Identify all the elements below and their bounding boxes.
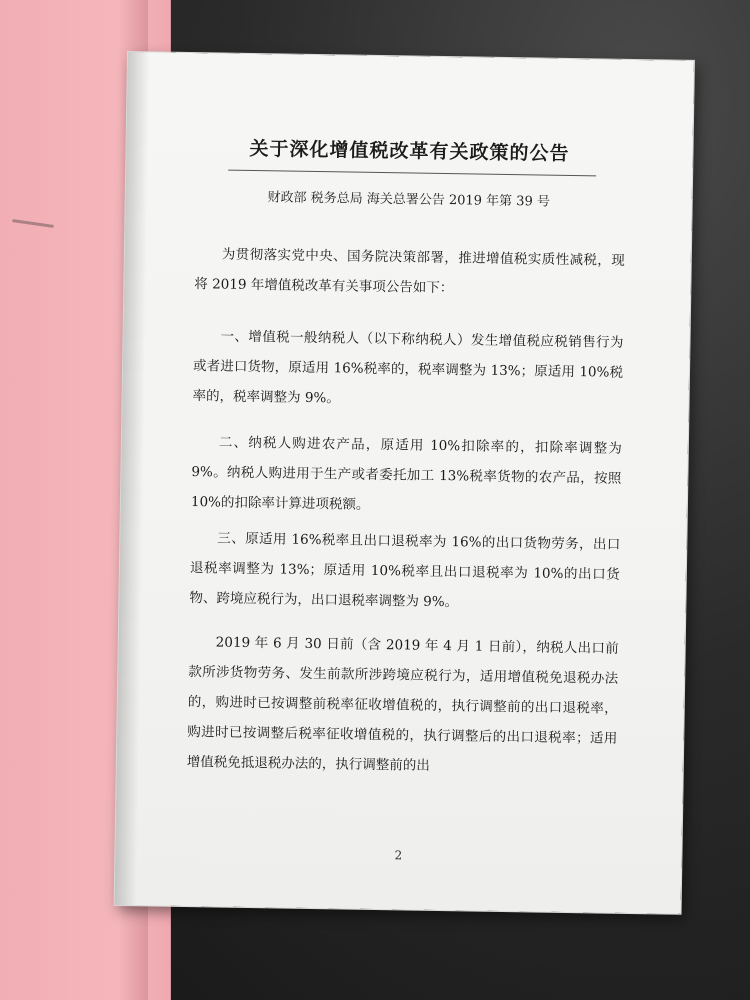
paragraph-item-1: 一、增值税一般纳税人（以下称纳税人）发生增值税应税销售行为或者进口货物，原适用 16%税率的，税率调整为 13%；原适用 10%税率的，税率调整为 9%。 <box>192 328 624 407</box>
page-number: 2 <box>394 848 403 863</box>
paragraph-item-3: 三、原适用 16%税率且出口退税率为 16%的出口货物劳务，出口退税率调整为 13%；原适用 10%税率且出口退税率为 10%的出口货物、跨境应税行为，出口退税率调整为 9%。 <box>189 530 621 611</box>
paragraph-intro: 为贯彻落实党中央、国务院决策部署，推进增值税实质性减税，现将 2019 年增值税改革有关事项公告如下： <box>194 246 625 297</box>
pen-mark <box>12 219 54 228</box>
document-title: 关于深化增值税改革有关政策的公告 <box>249 137 570 165</box>
document-subtitle: 财政部 税务总局 海关总署公告 2019 年第 39 号 <box>267 190 551 210</box>
paragraph-transition: 2019 年 6 月 30 日前（含 2019 年 4 月 1 日前），纳税人出口前款所涉货物劳务、发生前款所涉跨境应税行为，适用增值税免退税办法的，购进时已按调整前税率征收增值税的，执行调整前的出口退税率，购进时已按调整后税率征收增值税的，执行调整后的出口退税率；适用增值税免抵退税办法的，执行调整前的出 <box>186 634 619 774</box>
title-divider <box>228 170 596 177</box>
paragraph-item-2: 二、纳税人购进农产品，原适用 10%扣除率的，扣除率调整为 9%。纳税人购进用于生产或者委托加工 13%税率货物的农产品，按照 10%的扣除率计算进项税额。 <box>190 434 622 513</box>
document-page <box>115 52 694 914</box>
